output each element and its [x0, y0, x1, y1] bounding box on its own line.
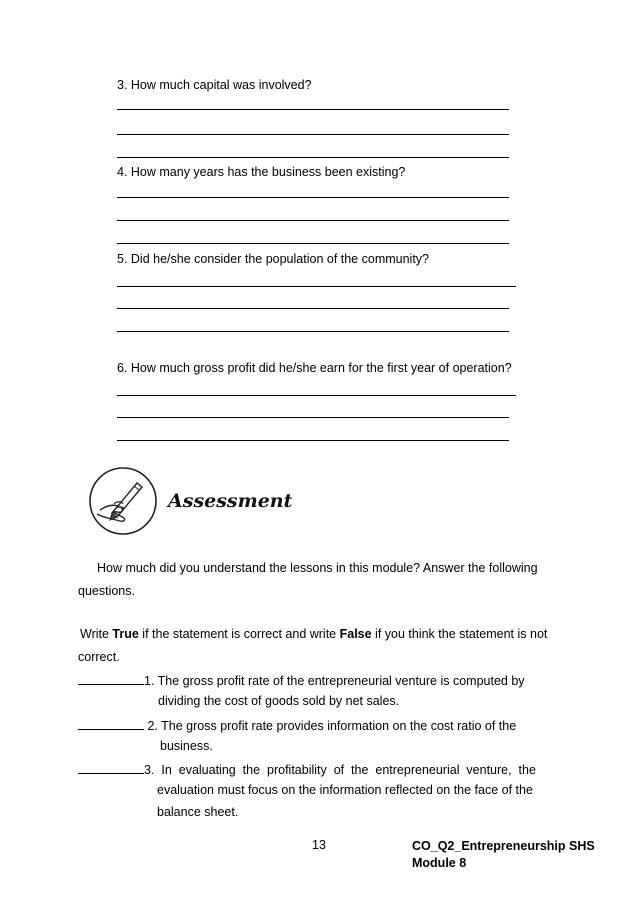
pencil-hand-icon [88, 466, 158, 536]
false-keyword: False [339, 627, 372, 641]
answer-line[interactable] [117, 157, 509, 158]
answer-blank[interactable] [78, 672, 144, 685]
answer-blank[interactable] [78, 717, 144, 730]
answer-line[interactable] [117, 395, 516, 396]
page-number: 13 [312, 838, 326, 852]
assessment-item-3-cont2: balance sheet. [157, 805, 239, 819]
true-keyword: True [112, 627, 139, 641]
answer-line[interactable] [117, 286, 516, 287]
answer-line[interactable] [117, 220, 509, 221]
answer-line[interactable] [117, 308, 509, 309]
answer-line[interactable] [117, 243, 509, 244]
instructions-cont: correct. [78, 650, 120, 664]
assessment-item-1: 1. The gross profit rate of the entrepreneurial venture is computed by [78, 672, 525, 688]
assessment-intro: How much did you understand the lessons in this module? Answer the following [97, 561, 538, 575]
module-label: CO_Q2_Entrepreneurship SHS Module 8 [412, 839, 595, 870]
answer-line[interactable] [117, 134, 509, 135]
answer-line[interactable] [117, 417, 509, 418]
answer-blank[interactable] [78, 761, 144, 774]
instructions: Write True if the statement is correct and write False if you think the statement is not [80, 627, 548, 641]
assessment-item-3-cont: evaluation must focus on the information reflected on the face of the [157, 783, 533, 797]
answer-line[interactable] [117, 109, 509, 110]
assessment-intro-cont: questions. [78, 584, 135, 598]
answer-line[interactable] [117, 440, 509, 441]
question-5: 5. Did he/she consider the population of the community? [117, 252, 429, 266]
question-6: 6. How much gross profit did he/she earn for the first year of operation? [117, 361, 512, 375]
question-4: 4. How many years has the business been existing? [117, 165, 406, 179]
answer-line[interactable] [117, 197, 509, 198]
question-3: 3. How much capital was involved? [117, 78, 312, 92]
assessment-item-2-cont: business. [160, 739, 213, 753]
assessment-item-3: 3. In evaluating the profitability of the entrepreneurial venture, the [78, 761, 536, 777]
assessment-item-2: 2. The gross profit rate provides information on the cost ratio of the [78, 717, 516, 733]
assessment-item-1-cont: dividing the cost of goods sold by net sales. [158, 694, 400, 708]
assessment-title: Assessment [168, 490, 293, 512]
answer-line[interactable] [117, 331, 509, 332]
